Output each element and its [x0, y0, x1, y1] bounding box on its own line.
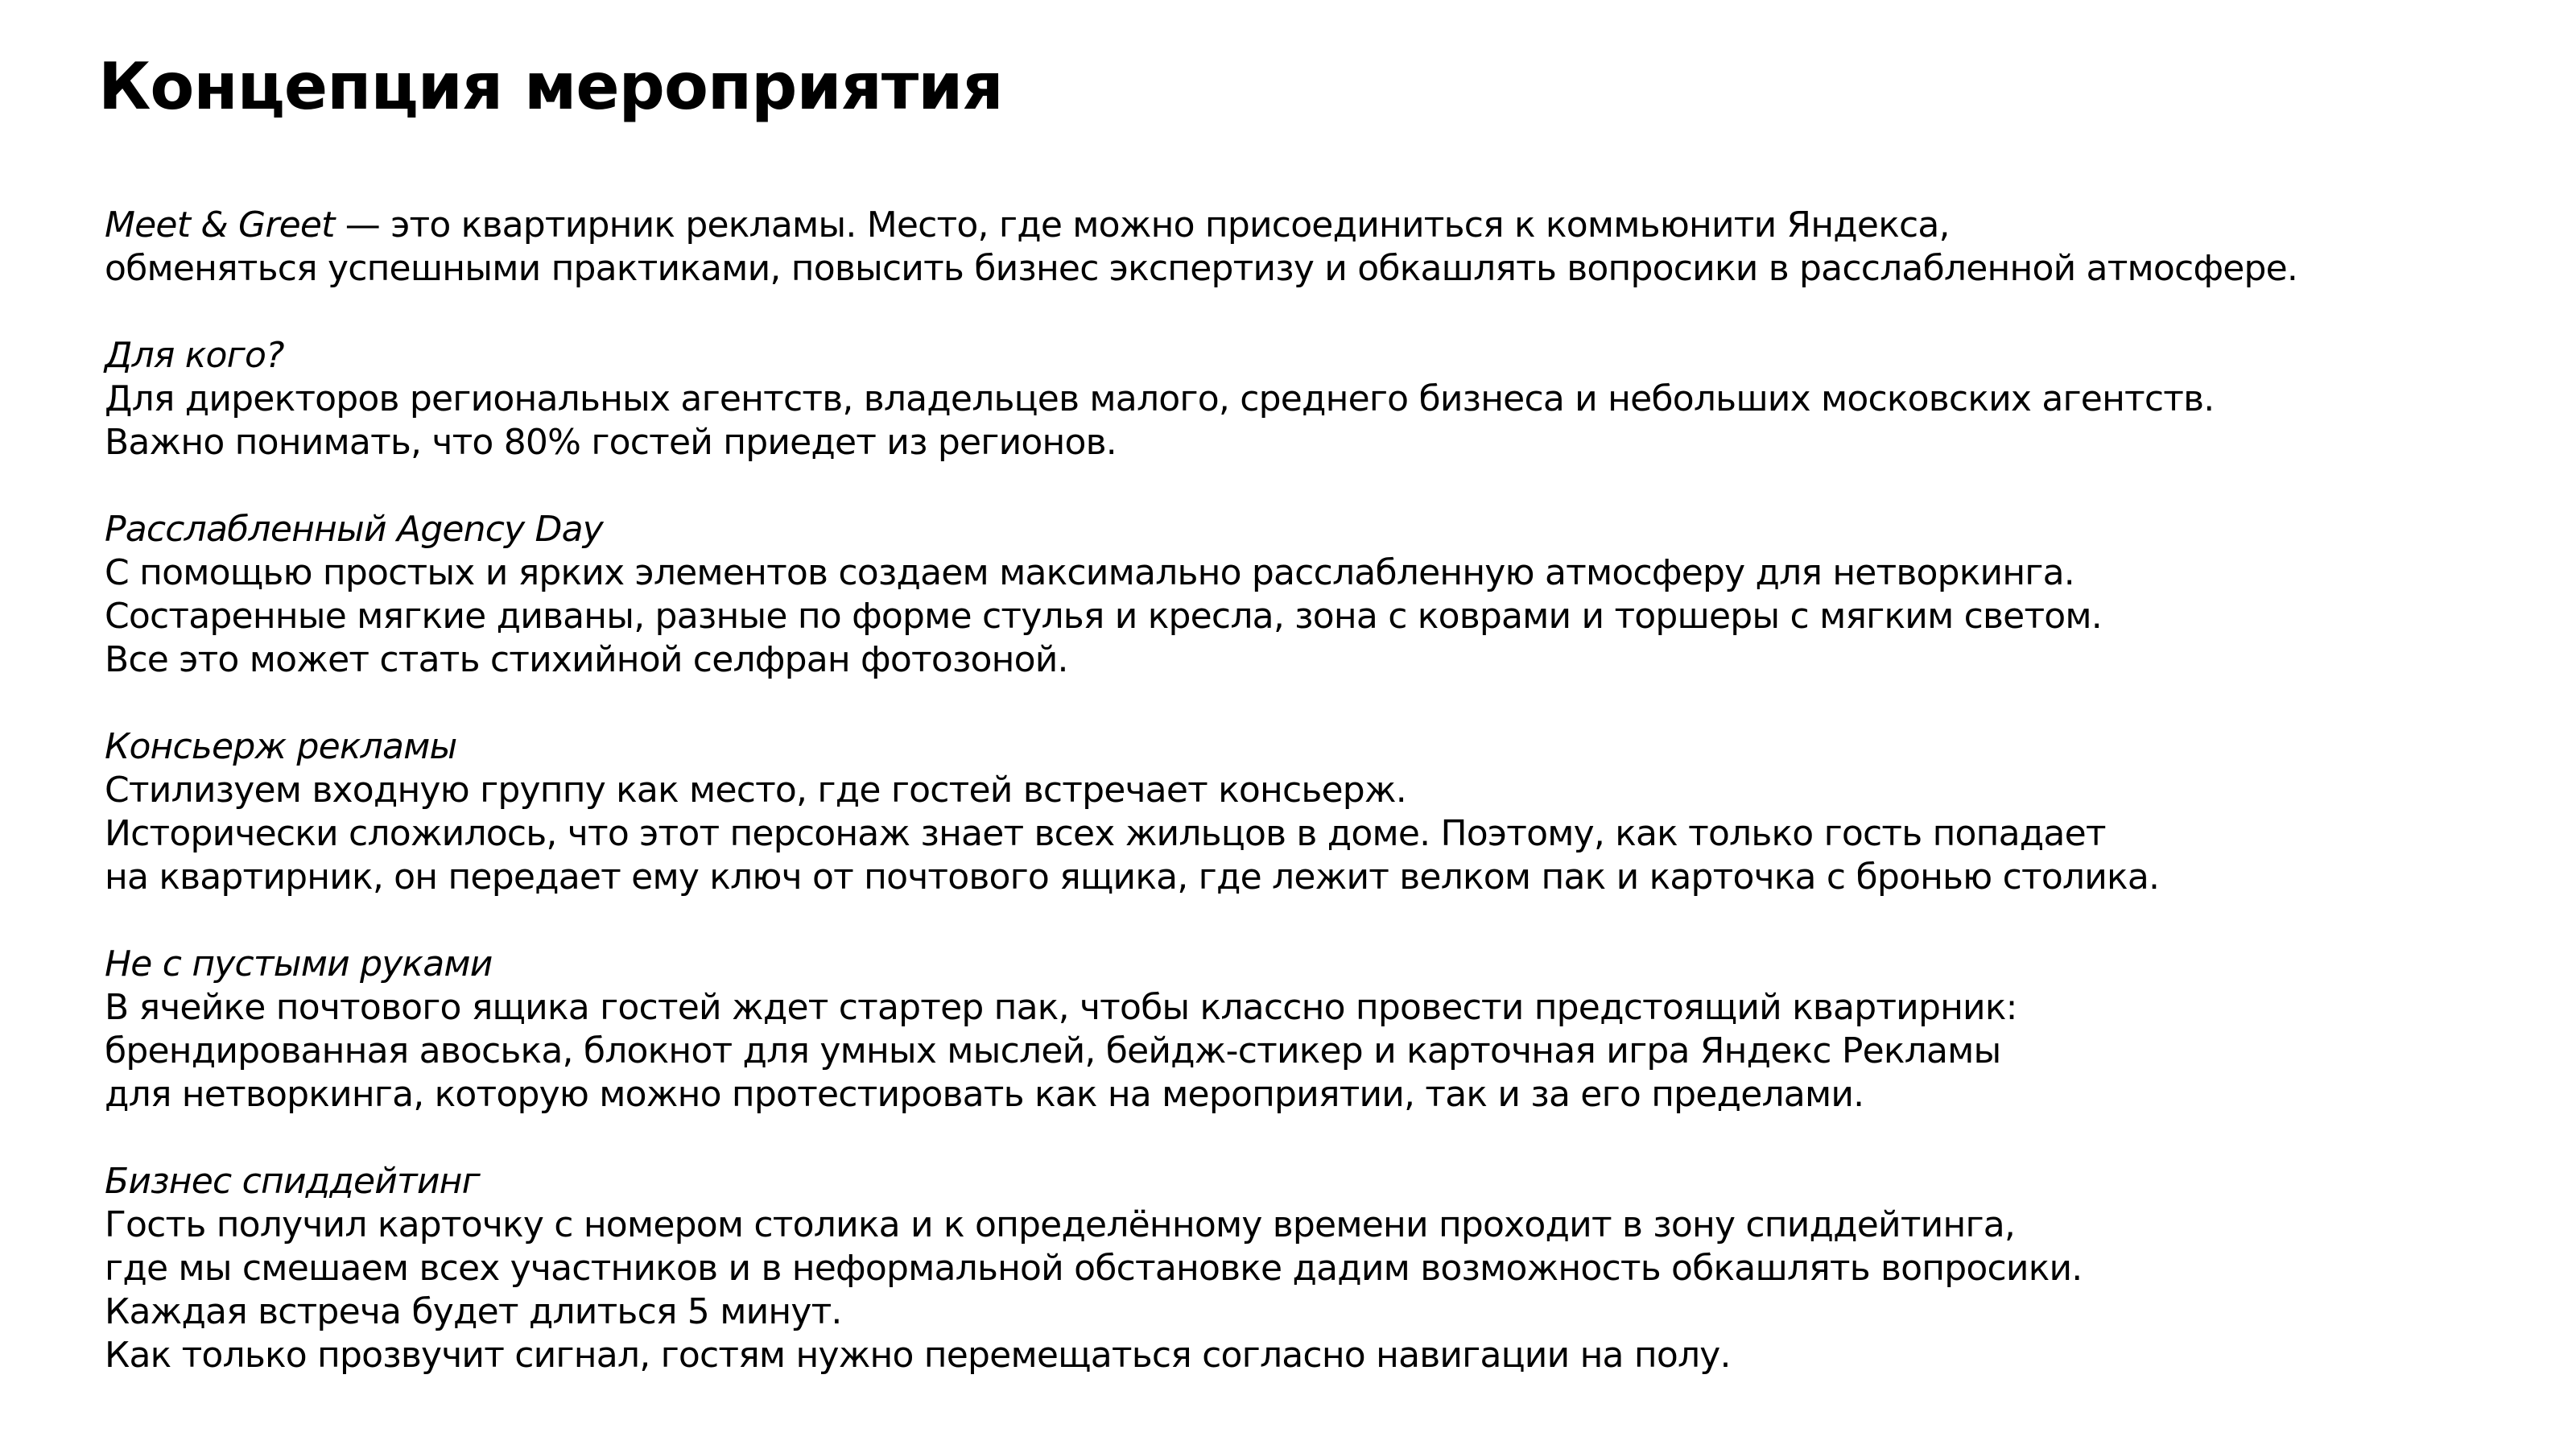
section-line: брендированная авоська, блокнот для умных мыслей, бейдж-стикер и карточная игра Яндекс Рекламы [105, 1030, 2001, 1071]
section-concierge [105, 725, 2520, 899]
section-heading: Консьерж рекламы [105, 726, 457, 767]
section-heading: Для кого? [105, 335, 284, 376]
section-audience [105, 334, 2520, 464]
section-line: Состаренные мягкие диваны, разные по форме стулья и кресла, зона с коврами и торшеры с мягким светом. [105, 596, 2102, 637]
section-line: Каждая встреча будет длиться 5 минут. [105, 1291, 842, 1332]
intro-paragraph [105, 204, 2520, 291]
section-line: Все это может стать стихийной селфран фотозоной. [105, 639, 1068, 680]
section-line: Как только прозвучит сигнал, гостям нужно перемещаться согласно навигации на полу. [105, 1335, 1731, 1376]
section-line: Гость получил карточку с номером столика и к определённому времени проходит в зону спиддейтинга, [105, 1204, 2016, 1245]
section-line: Важно понимать, что 80% гостей приедет из регионов. [105, 422, 1117, 463]
section-line: на квартирник, он передает ему ключ от почтового ящика, где лежит велком пак и карточка с бронью столика. [105, 857, 2160, 898]
section-line: для нетворкинга, которую можно протестировать как на мероприятии, так и за его пределами. [105, 1074, 1864, 1115]
intro-text: — это квартирник рекламы. Место, где можно присоединиться к коммьюнити Яндекса, [334, 204, 1950, 246]
page-title: Концепция мероприятия [98, 49, 1003, 124]
brand-name: Meet & Greet [105, 204, 335, 246]
section-heading: Расслабленный Agency Day [105, 509, 604, 550]
intro-line-2: обменяться успешными практиками, повысить бизнес экспертизу и обкашлять вопросики в расслабленной атмосфере. [105, 248, 2298, 289]
section-agency-day [105, 508, 2520, 682]
section-line: Стилизуем входную группу как место, где гостей встречает консьерж. [105, 770, 1406, 811]
slide-content [105, 204, 2520, 1421]
section-heading: Бизнес спиддейтинг [105, 1161, 480, 1202]
section-heading: Не с пустыми руками [105, 943, 493, 985]
section-line: В ячейке почтового ящика гостей ждет стартер пак, чтобы классно провести предстоящий квартирник: [105, 987, 2017, 1028]
section-line: С помощью простых и ярких элементов создаем максимально расслабленную атмосферу для нетворкинга. [105, 552, 2074, 593]
section-line: Для директоров региональных агентств, владельцев малого, среднего бизнеса и небольших московских агентств. [105, 378, 2215, 419]
section-line: где мы смешаем всех участников и в неформальной обстановке дадим возможность обкашлять вопросики. [105, 1248, 2083, 1289]
section-line: Исторически сложилось, что этот персонаж знает всех жильцов в доме. Поэтому, как только гость попадает [105, 813, 2106, 854]
intro-line-1 [105, 204, 2520, 247]
section-speed-dating [105, 1160, 2520, 1377]
section-starter-pack [105, 943, 2520, 1117]
